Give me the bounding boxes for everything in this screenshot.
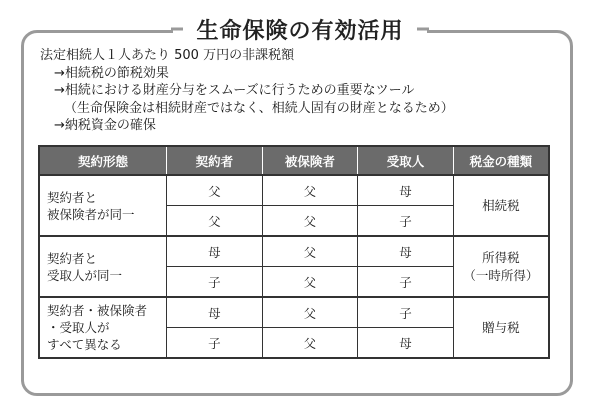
contract-type-line: 契約者・被保険者 [47, 303, 148, 318]
contract-type-cell [39, 236, 167, 297]
title-box [173, 10, 427, 48]
table-row [39, 175, 549, 206]
table-row [39, 297, 549, 328]
beneficiary-cell: 母 [358, 236, 454, 267]
contract-table [38, 145, 550, 359]
tax-type-line: 相続税 [482, 197, 520, 213]
contractor-cell: 母 [167, 236, 263, 267]
page-title: 生命保険の有効活用 [196, 18, 404, 44]
tax-type-cell [453, 297, 549, 358]
contract-type-line: 被保険者が同一 [47, 206, 135, 222]
contract-type-line: 受取人が同一 [47, 267, 123, 283]
beneficiary-cell: 母 [358, 175, 454, 206]
contractor-cell: 父 [167, 175, 263, 206]
header-contractor: 契約者 [167, 146, 263, 175]
insured-cell: 父 [262, 206, 358, 237]
tax-type-line: 所得税 [482, 249, 520, 265]
insured-cell: 父 [262, 328, 358, 359]
table-row [39, 236, 549, 267]
title-rule-right [417, 28, 429, 31]
tax-type-cell [453, 175, 549, 236]
intro-line-3: →相続における財産分与をスムーズに行うための重要なツール [54, 83, 415, 98]
beneficiary-cell: 子 [358, 297, 454, 328]
contractor-cell: 母 [167, 297, 263, 328]
beneficiary-cell: 母 [358, 328, 454, 359]
contractor-cell: 子 [167, 328, 263, 359]
contract-type-line: ・受取人が [47, 320, 110, 335]
header-contract-type: 契約形態 [39, 146, 167, 175]
header-insured: 被保険者 [262, 146, 358, 175]
tax-type-line: 贈与税 [482, 319, 520, 335]
insured-cell: 父 [262, 175, 358, 206]
header-tax-type: 税金の種類 [453, 146, 549, 175]
intro-line-2: →相続税の節税効果 [54, 65, 169, 81]
insured-cell: 父 [262, 267, 358, 298]
contract-type-line: 契約者と [47, 189, 98, 205]
contract-type-line: すべて異なる [47, 337, 122, 352]
intro-line-1: 法定相続人１人あたり 500 万円の非課税額 [40, 48, 295, 63]
intro-line-4: （生命保険金は相続財産ではなく、相続人固有の財産となるため） [64, 100, 454, 116]
insured-cell: 父 [262, 236, 358, 267]
header-beneficiary: 受取人 [358, 146, 454, 175]
intro-line-5: →納税資金の確保 [54, 118, 156, 133]
contractor-cell: 子 [167, 267, 263, 298]
beneficiary-cell: 子 [358, 206, 454, 237]
beneficiary-cell: 子 [358, 267, 454, 298]
contractor-cell: 父 [167, 206, 263, 237]
contract-type-cell [39, 175, 167, 236]
contract-type-cell [39, 297, 167, 358]
contract-type-line: 契約者と [47, 250, 98, 266]
tax-type-line: （一時所得） [463, 267, 539, 283]
table-header-row [39, 146, 549, 175]
title-rule-left [171, 28, 183, 31]
insured-cell: 父 [262, 297, 358, 328]
tax-type-cell [453, 236, 549, 297]
intro-text [40, 47, 454, 135]
